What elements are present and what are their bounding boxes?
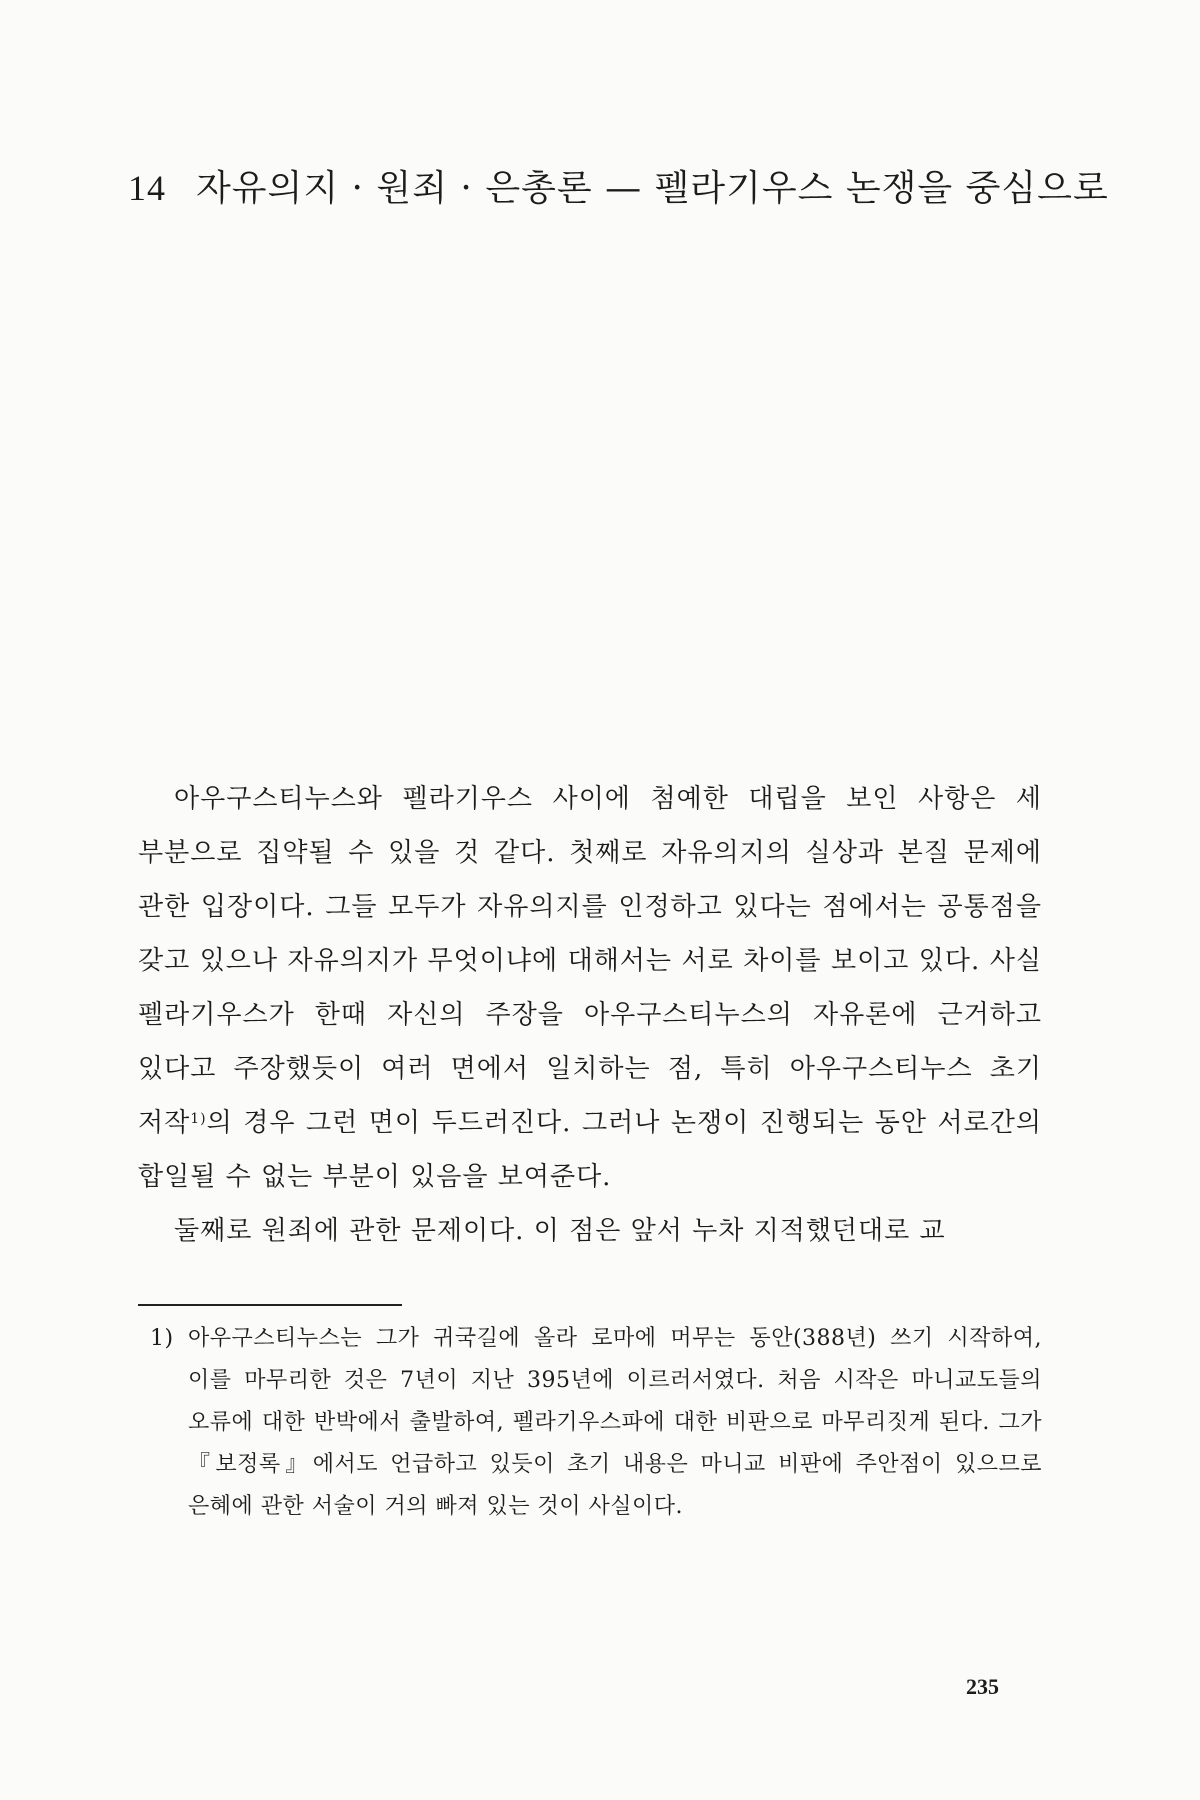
- footnote-divider: [138, 1304, 402, 1306]
- footnote-item: [138, 1318, 1042, 1528]
- chapter-heading: [128, 160, 1109, 211]
- page-number: 235: [966, 1674, 999, 1699]
- chapter-number: 14: [128, 168, 166, 208]
- body-paragraph: [138, 1204, 1042, 1258]
- body-text: [138, 772, 1042, 1258]
- paragraph-text: 의 경우 그런 면이 두드러진다. 그러나 논쟁이 진행되는 동안 서로간의 합일될 수 없는 부분이 있음을 보여준다.: [138, 1108, 1042, 1192]
- paragraph-text: 아우구스티누스와 펠라기우스 사이에 첨예한 대립을 보인 사항은 세 부분으로 집약될 수 있을 것 같다. 첫째로 자유의지의 실상과 본질 문제에 관한 입장이다. 그들 모두가 자유의지를 인정하고 있다는 점에서는 공통점을 갖고 있으나 자유의지가 무엇이냐에 대해서는 서로 차이를 보이고 있다. 사실 펠라기우스가 한때 자신의 주장을 아우구스티누스의 자유론에 근거하고 있다고 주장했듯이 여러 면에서 일치하는 점, 특히 아우구스티누스 초기 저작: [138, 784, 1042, 1138]
- chapter-title: 자유의지 · 원죄 · 은총론 — 펠라기우스 논쟁을 중심으로: [196, 168, 1109, 209]
- footnote-text: 아우구스티누스는 그가 귀국길에 올라 로마에 머무는 동안(388년) 쓰기 시작하여, 이를 마무리한 것은 7년이 지난 395년에 이르러서였다. 처음 시작은 마니교도들의 오류에 대한 반박에서 출발하여, 펠라기우스파에 대한 비판으로 마무리짓게 된다. 그가 『보정록』에서도 언급하고 있듯이 초기 내용은 마니교 비판에 주안점이 있으므로 은혜에 관한 서술이 거의 빠져 있는 것이 사실이다.: [188, 1326, 1042, 1519]
- paragraph-text: 둘째로 원죄에 관한 문제이다. 이 점은 앞서 누차 지적했던대로 교: [174, 1216, 946, 1246]
- body-paragraph: [138, 772, 1042, 1204]
- footnote-reference[interactable]: 1): [190, 1111, 207, 1127]
- footnotes: [138, 1318, 1042, 1528]
- footnote-number: 1): [150, 1326, 174, 1351]
